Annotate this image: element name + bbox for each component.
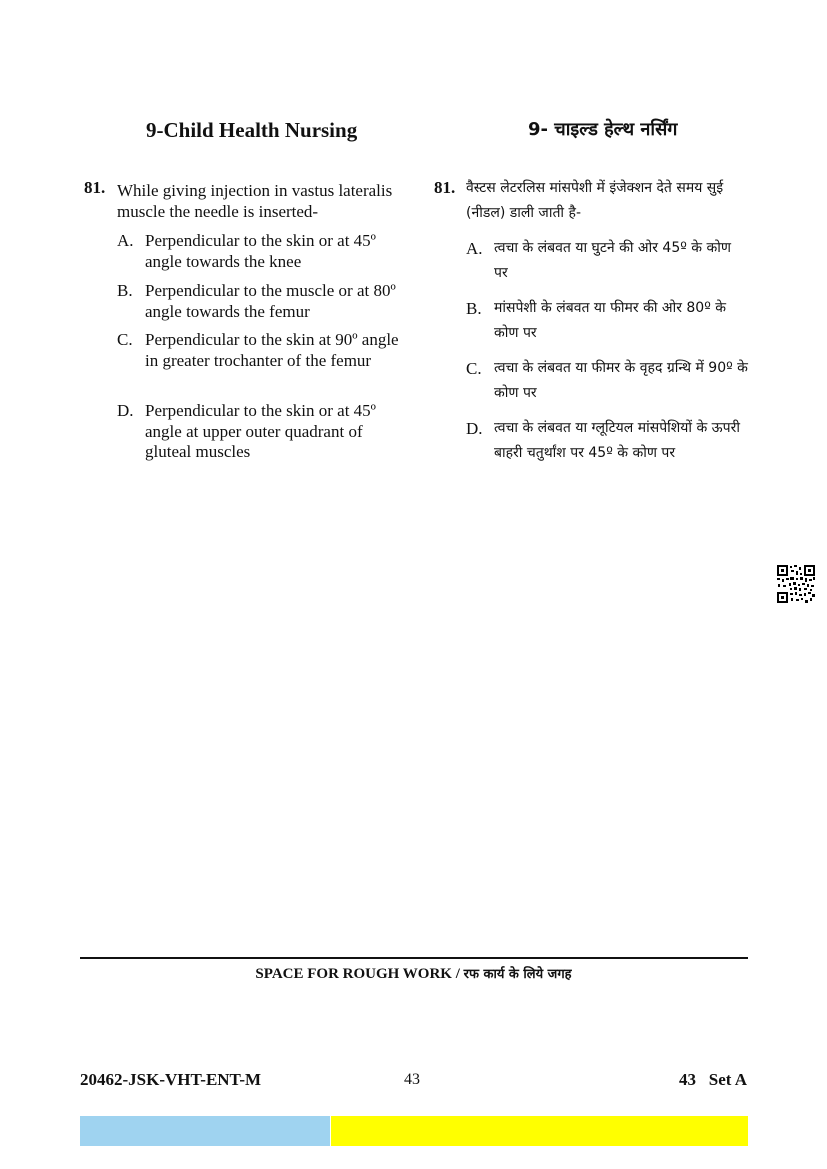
option-d-english: [117, 401, 407, 463]
option-letter: D.: [117, 401, 134, 420]
page-set-label: 43 Set A: [679, 1070, 747, 1089]
option-text: Perpendicular to the skin at 90º angle in greater trochanter of the femur: [145, 330, 399, 370]
question-number-english: 81.: [84, 178, 106, 197]
option-b-hindi: [466, 296, 748, 346]
option-letter: D.: [466, 419, 483, 438]
question-text-english: While giving injection in vastus lateralis muscle the needle is inserted-: [117, 181, 393, 221]
option-text: त्वचा के लंबवत या ग्लूटियल मांसपेशियों के ऊपरी बाहरी चतुर्थांश पर 45º के कोण पर: [494, 420, 740, 461]
paper-code: 20462-JSK-VHT-ENT-M: [80, 1070, 262, 1089]
footer-color-bar-left: [80, 1116, 330, 1146]
option-letter: A.: [466, 239, 483, 258]
option-a-english: [117, 231, 407, 272]
option-letter: C.: [117, 330, 133, 349]
section-title-hindi: 9- चाइल्ड हेल्थ नर्सिंग: [528, 119, 678, 140]
page-number: 43: [404, 1071, 420, 1088]
qr-code-icon: [777, 565, 815, 603]
option-text: त्वचा के लंबवत या फीमर के वृहद ग्रन्थि में 90º के कोण पर: [494, 360, 748, 401]
option-b-english: [117, 281, 407, 322]
rough-work-label-hindi: रफ कार्य के लिये जगह: [463, 967, 572, 982]
option-text: Perpendicular to the muscle or at 80º angle towards the femur: [145, 281, 396, 321]
option-text: त्वचा के लंबवत या घुटने की ओर 45º के कोण पर: [494, 240, 731, 281]
option-letter: B.: [466, 299, 482, 318]
option-a-hindi: [466, 236, 748, 286]
option-text: मांसपेशी के लंबवत या फीमर की ओर 80º के कोण पर: [494, 300, 727, 341]
footer-color-bar-right: [331, 1116, 748, 1146]
rough-work-divider: [80, 957, 748, 959]
option-letter: A.: [117, 231, 134, 250]
question-number-hindi: 81.: [434, 178, 456, 197]
question-text-hindi: वैस्टस लेटरलिस मांसपेशी में इंजेक्शन देते समय सुई (नीडल) डाली जाती है-: [466, 180, 724, 221]
option-d-hindi: [466, 416, 748, 466]
option-text: Perpendicular to the skin or at 45º angle towards the knee: [145, 231, 376, 271]
option-c-english: [117, 330, 407, 371]
rough-work-label: [0, 964, 827, 983]
option-c-hindi: [466, 356, 748, 406]
rough-work-label-english: SPACE FOR ROUGH WORK /: [255, 966, 460, 982]
option-letter: B.: [117, 281, 133, 300]
option-text: Perpendicular to the skin or at 45º angle at upper outer quadrant of gluteal muscles: [145, 401, 376, 461]
section-title-english: 9-Child Health Nursing: [146, 118, 358, 142]
option-letter: C.: [466, 359, 482, 378]
